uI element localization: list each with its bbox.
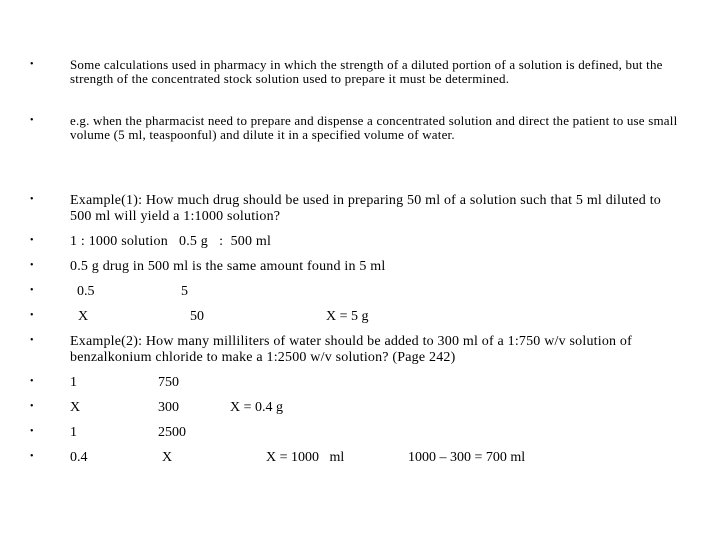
bullet-marker: • xyxy=(30,426,34,437)
calc-final-result: 1000 – 300 = 700 ml xyxy=(408,450,526,465)
bullet-marker: • xyxy=(30,401,34,412)
calc-cell: 50 xyxy=(190,309,204,324)
calc-cell: 0.5 xyxy=(77,284,95,299)
bullet-marker: • xyxy=(30,335,34,346)
calc-cell: 5 xyxy=(181,284,188,299)
ratio-line: 1 : 1000 solution 0.5 g : 500 ml xyxy=(70,234,272,249)
calc-cell: X xyxy=(78,309,89,324)
bullet-marker: • xyxy=(30,260,34,271)
calc-cell: X xyxy=(70,400,81,415)
bullet-marker: • xyxy=(30,194,34,205)
calc-result: X = 1000 ml xyxy=(266,450,345,465)
paragraph-example-usage: e.g. when the pharmacist need to prepare and dispense a concentrated solution and direct the patient to use small volume (5 ml, teaspoonful) and dilute it in a specified volume of water. xyxy=(70,113,678,142)
calc-cell: X xyxy=(162,450,173,465)
bullet-marker: • xyxy=(30,235,34,246)
bullet-marker: • xyxy=(30,59,34,70)
bullet-marker: • xyxy=(30,451,34,462)
amount-line: 0.5 g drug in 500 ml is the same amount found in 5 ml xyxy=(70,259,386,274)
calc-cell: 2500 xyxy=(158,425,186,440)
bullet-marker: • xyxy=(30,115,34,126)
calc-result: X = 5 g xyxy=(326,309,369,324)
bullet-marker: • xyxy=(30,285,34,296)
calc-cell: 750 xyxy=(158,375,179,390)
example-2-question: Example(2): How many milliliters of water should be added to 300 ml of a 1:750 w/v solution of benzalkonium chloride to make a 1:2500 w/v solution? (Page 242) xyxy=(70,334,632,365)
bullet-marker: • xyxy=(30,376,34,387)
calc-cell: 1 xyxy=(70,425,77,440)
bullet-marker: • xyxy=(30,310,34,321)
calc-cell: 300 xyxy=(158,400,179,415)
calc-cell: 1 xyxy=(70,375,77,390)
calc-cell: 0.4 xyxy=(70,450,88,465)
calc-result: X = 0.4 g xyxy=(230,400,284,415)
example-1-question: Example(1): How much drug should be used in preparing 50 ml of a solution such that 5 ml diluted to 500 ml will yield a 1:1000 solution? xyxy=(70,193,661,224)
paragraph-intro: Some calculations used in pharmacy in which the strength of a diluted portion of a solution is defined, but the strength of the concentrated stock solution used to prepare it must be determined. xyxy=(70,57,663,86)
